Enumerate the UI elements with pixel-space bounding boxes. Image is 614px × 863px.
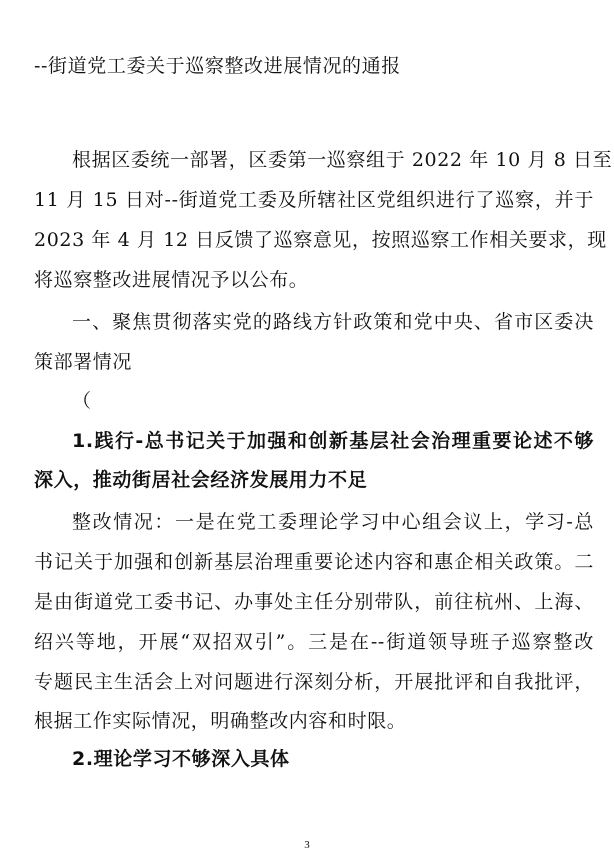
- page-number: 3: [304, 839, 310, 851]
- intro-line-1: 根据区委统一部署，区委第一巡察组于 2022 年 10 月 8 日至: [72, 149, 613, 171]
- intro-line-2: 11 月 15 日对--街道党工委及所辖社区党组织进行了巡察，并于: [34, 189, 594, 211]
- item-one-body-line-4: 绍兴等地，开展“双招双引”。三是在--街道领导班子巡察整改: [34, 631, 594, 653]
- item-one-body-line-2: 书记关于加强和创新基层治理重要论述内容和惠企相关政策。二: [34, 551, 594, 573]
- item-one-body-line-1: 整改情况：一是在党工委理论学习中心组会议上，学习-总: [72, 511, 594, 533]
- section-one-heading-line-2: 策部署情况: [34, 351, 133, 373]
- item-one-heading-line-1: 1.践行-总书记关于加强和创新基层社会治理重要论述不够: [72, 430, 594, 452]
- document-title: --街道党工委关于巡察整改进展情况的通报: [34, 55, 401, 77]
- item-one-heading-line-2: 深入，推动街居社会经济发展用力不足: [34, 469, 368, 491]
- subsection-one-heading: （: [72, 390, 92, 412]
- intro-line-4: 将巡察整改进展情况予以公布。: [34, 269, 309, 291]
- item-two-heading: 2.理论学习不够深入具体: [72, 748, 290, 770]
- intro-line-3: 2023 年 4 月 12 日反馈了巡察意见，按照巡察工作相关要求，现: [34, 229, 607, 251]
- item-one-body-line-6: 根据工作实际情况，明确整改内容和时限。: [34, 710, 407, 732]
- item-one-body-line-3: 是由街道党工委书记、办事处主任分别带队，前往杭州、上海、: [34, 591, 594, 613]
- item-one-body-line-5: 专题民主生活会上对问题进行深刻分析，开展批评和自我批评，: [34, 671, 594, 693]
- section-one-heading-line-1: 一、聚焦贯彻落实党的路线方针政策和党中央、省市区委决: [72, 311, 594, 333]
